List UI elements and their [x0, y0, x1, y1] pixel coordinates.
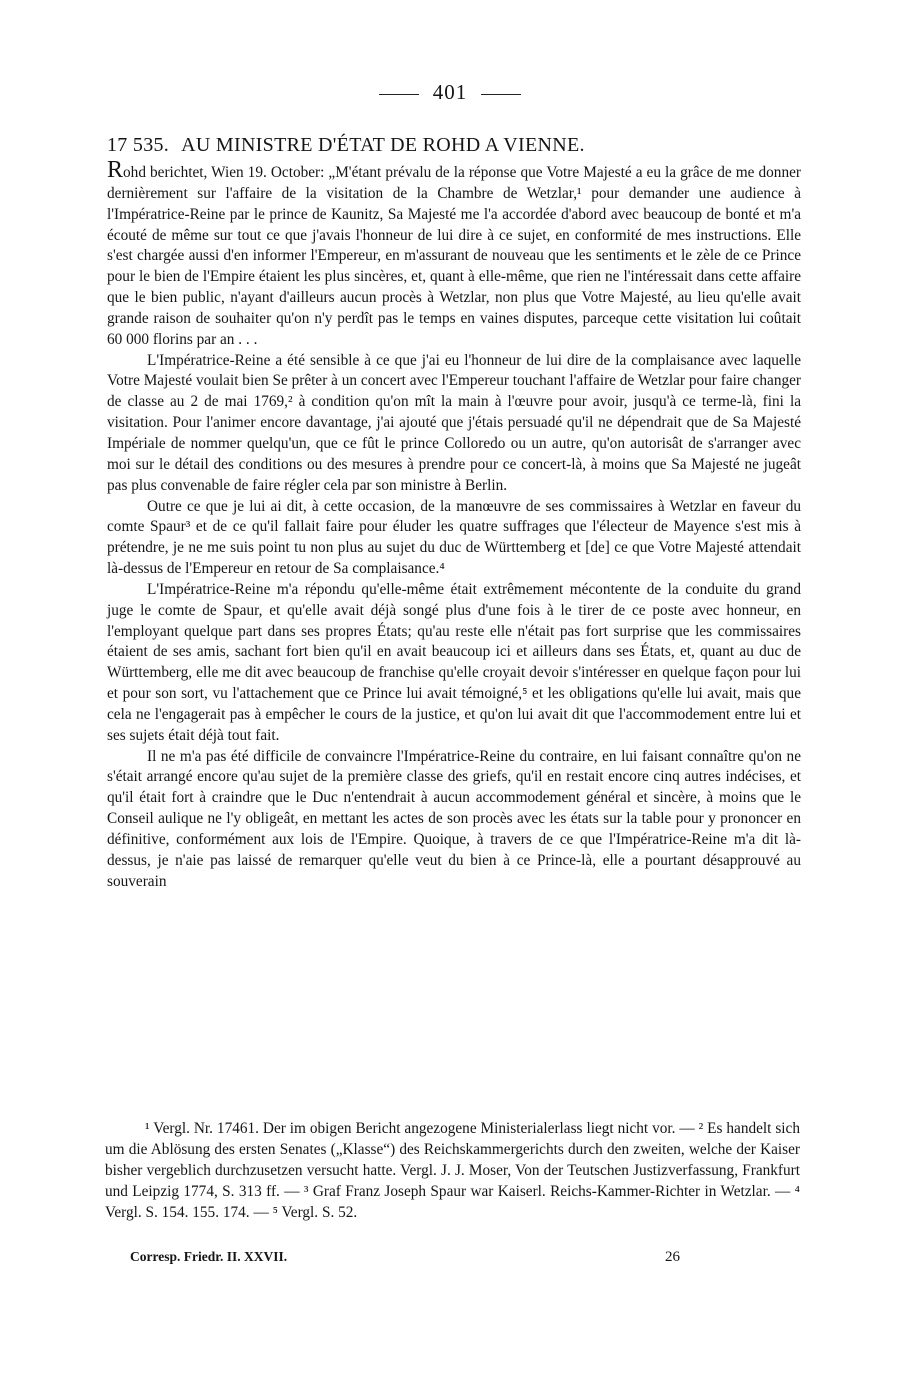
paragraph: Il ne m'a pas été difficile de convaincre l'Impératrice-Reine du contraire, en lui faisant connaître qu'on ne s'était arrangé encore qu'au sujet de la première classe des griefs, qu'il en restait encore cinq autres indécises, et qu'il était fort à craindre que le Duc n'entendrait à aucun accommodement général et sincère, à moins que le Conseil aulique ne l'y obligeât, en mettant les actes de son procès avec les états sur la table pour y prononcer en définitive, conformément aux lois de l'Empire. Quoique, à travers de ce que l'Impératrice-Reine m'a dit là-dessus, je n'aie pas laissé de remarquer qu'elle veut du bien à ce Prince-là, elle a pourtant désapprouvé au souverain: [107, 747, 801, 890]
letter-body: [107, 157, 801, 893]
paragraph: L'Impératrice-Reine m'a répondu qu'elle-même était extrêmement mécontente de la conduite du grand juge le comte de Spaur, et qu'elle avait déjà songé plus d'une fois à le tirer de ce poste avec honneur, en l'employant quelque part dans ses propres États; qu'au reste elle n'était pas fort surprise que les commissaires étaient de ses amis, sachant fort bien qu'il en avait beaucoup ici et ailleurs dans ses États, et, quant au duc de Württemberg, elle me dit avec beaucoup de franchise qu'elle croyait devoir s'intéresser en quelque façon pour lui et pour son sort, vu l'attachement que ce Prince lui avait témoigné,⁵ et les obligations qu'elle lui avait, mais que cela ne l'engagerait pas à empêcher le cours de la justice, et qu'on lui avait dit que l'accommodement entre lui et ses sujets était déjà tout fait.: [107, 580, 801, 744]
page-footer: [130, 1249, 690, 1265]
paragraph: Outre ce que je lui ai dit, à cette occasion, de la manœuvre de ses commissaires à Wetzlar en faveur du comte Spaur³ et de ce qu'il fallait faire pour éluder les quatre suffrages que l'électeur de Mayence s'est mis à prétendre, je ne me suis point tu non plus au sujet du duc de Württemberg et [de] ce que Votre Majesté attendait là-dessus de l'Empereur en retour de Sa complaisance.⁴: [107, 497, 801, 578]
signature-mark: Corresp. Friedr. II. XXVII.: [130, 1249, 288, 1264]
paragraph: L'Impératrice-Reine a été sensible à ce que j'ai eu l'honneur de lui dire de la complaisance avec laquelle Votre Majesté voulait bien Se prêter à un concert avec l'Empereur touchant l'affaire de Wetzlar pour faire changer de classe au 2 de mai 1769,² à condition qu'on mît la main à l'œuvre pour avoir, jusqu'à ce terme-là, fini la visitation. Pour l'animer encore davantage, j'ai ajouté que j'étais persuadé qu'il ne dépendrait que de Sa Majesté Impériale de nommer quelqu'un, que ce fût le prince Colloredo ou un autre, qu'on autorisât de s'arranger avec moi sur le détail des conditions ou des mesures à prendre pour ce concert-là, à moins que Sa Majesté ne jugeât pas plus convenable de faire régler cela par son ministre à Berlin.: [107, 351, 801, 494]
rule-left: [379, 94, 419, 95]
paragraph-text: ohd berichtet, Wien 19. October: „M'étant prévalu de la réponse que Votre Majesté a eu la grâce de me donner dernièrement sur l'affaire de la visitation de la Chambre de Wetzlar,¹ pour demander une audience à l'Impératrice-Reine par le prince de Kaunitz, Sa Majesté me l'a accordée d'abord avec beaucoup de bonté et m'a écouté de même sur tout ce que j'avais l'honneur de lui dire à ce sujet, en conformité de mes instructions. Elle s'est chargée aussi d'en informer l'Empereur, en m'assurant de nouveau que les sentiments et le zèle de ce Prince pour le bien de l'Empire étaient les plus sincères, et, quant à elle-même, que rien ne l'intéressait dans cette affaire que le bien public, n'ayant d'ailleurs aucun procès à Wetzlar, non plus que Votre Majesté, au lieu qu'elle avait grande raison de souhaiter qu'on n'y perdît pas le temps en vaines disputes, parceque cette visitation lui coûtait 60 000 florins par an . . .: [107, 164, 801, 348]
letter-title: AU MINISTRE D'ÉTAT DE ROHD A VIENNE.: [181, 134, 585, 156]
drop-cap: R: [107, 157, 124, 183]
rule-right: [481, 94, 521, 95]
letter-heading: [107, 134, 807, 157]
footnotes: ¹ Vergl. Nr. 17461. Der im obigen Bericht angezogene Ministerialerlass liegt nicht vor. — ² Es handelt sich um die Ablösung des ersten Senates („Klasse“) des Reichskammergerichts durch den zweiten, welche der Kaiser bisher vergeblich durchzusetzen versucht hatte. Vergl. J. J. Moser, Von der Teutschen Justizverfassung, Frankfurt und Leipzig 1774, S. 313 ff. — ³ Graf Franz Joseph Spaur war Kaiserl. Reichs-Kammer-Richter in Wetzlar. — ⁴ Vergl. S. 154. 155. 174. — ⁵ Vergl. S. 52.: [105, 1120, 800, 1221]
page-number: 401: [432, 80, 468, 104]
sheet-number: 26: [665, 1249, 680, 1265]
paragraph: [107, 157, 801, 351]
letter-number: 17 535.: [107, 134, 170, 156]
page-number-line: [0, 80, 900, 105]
